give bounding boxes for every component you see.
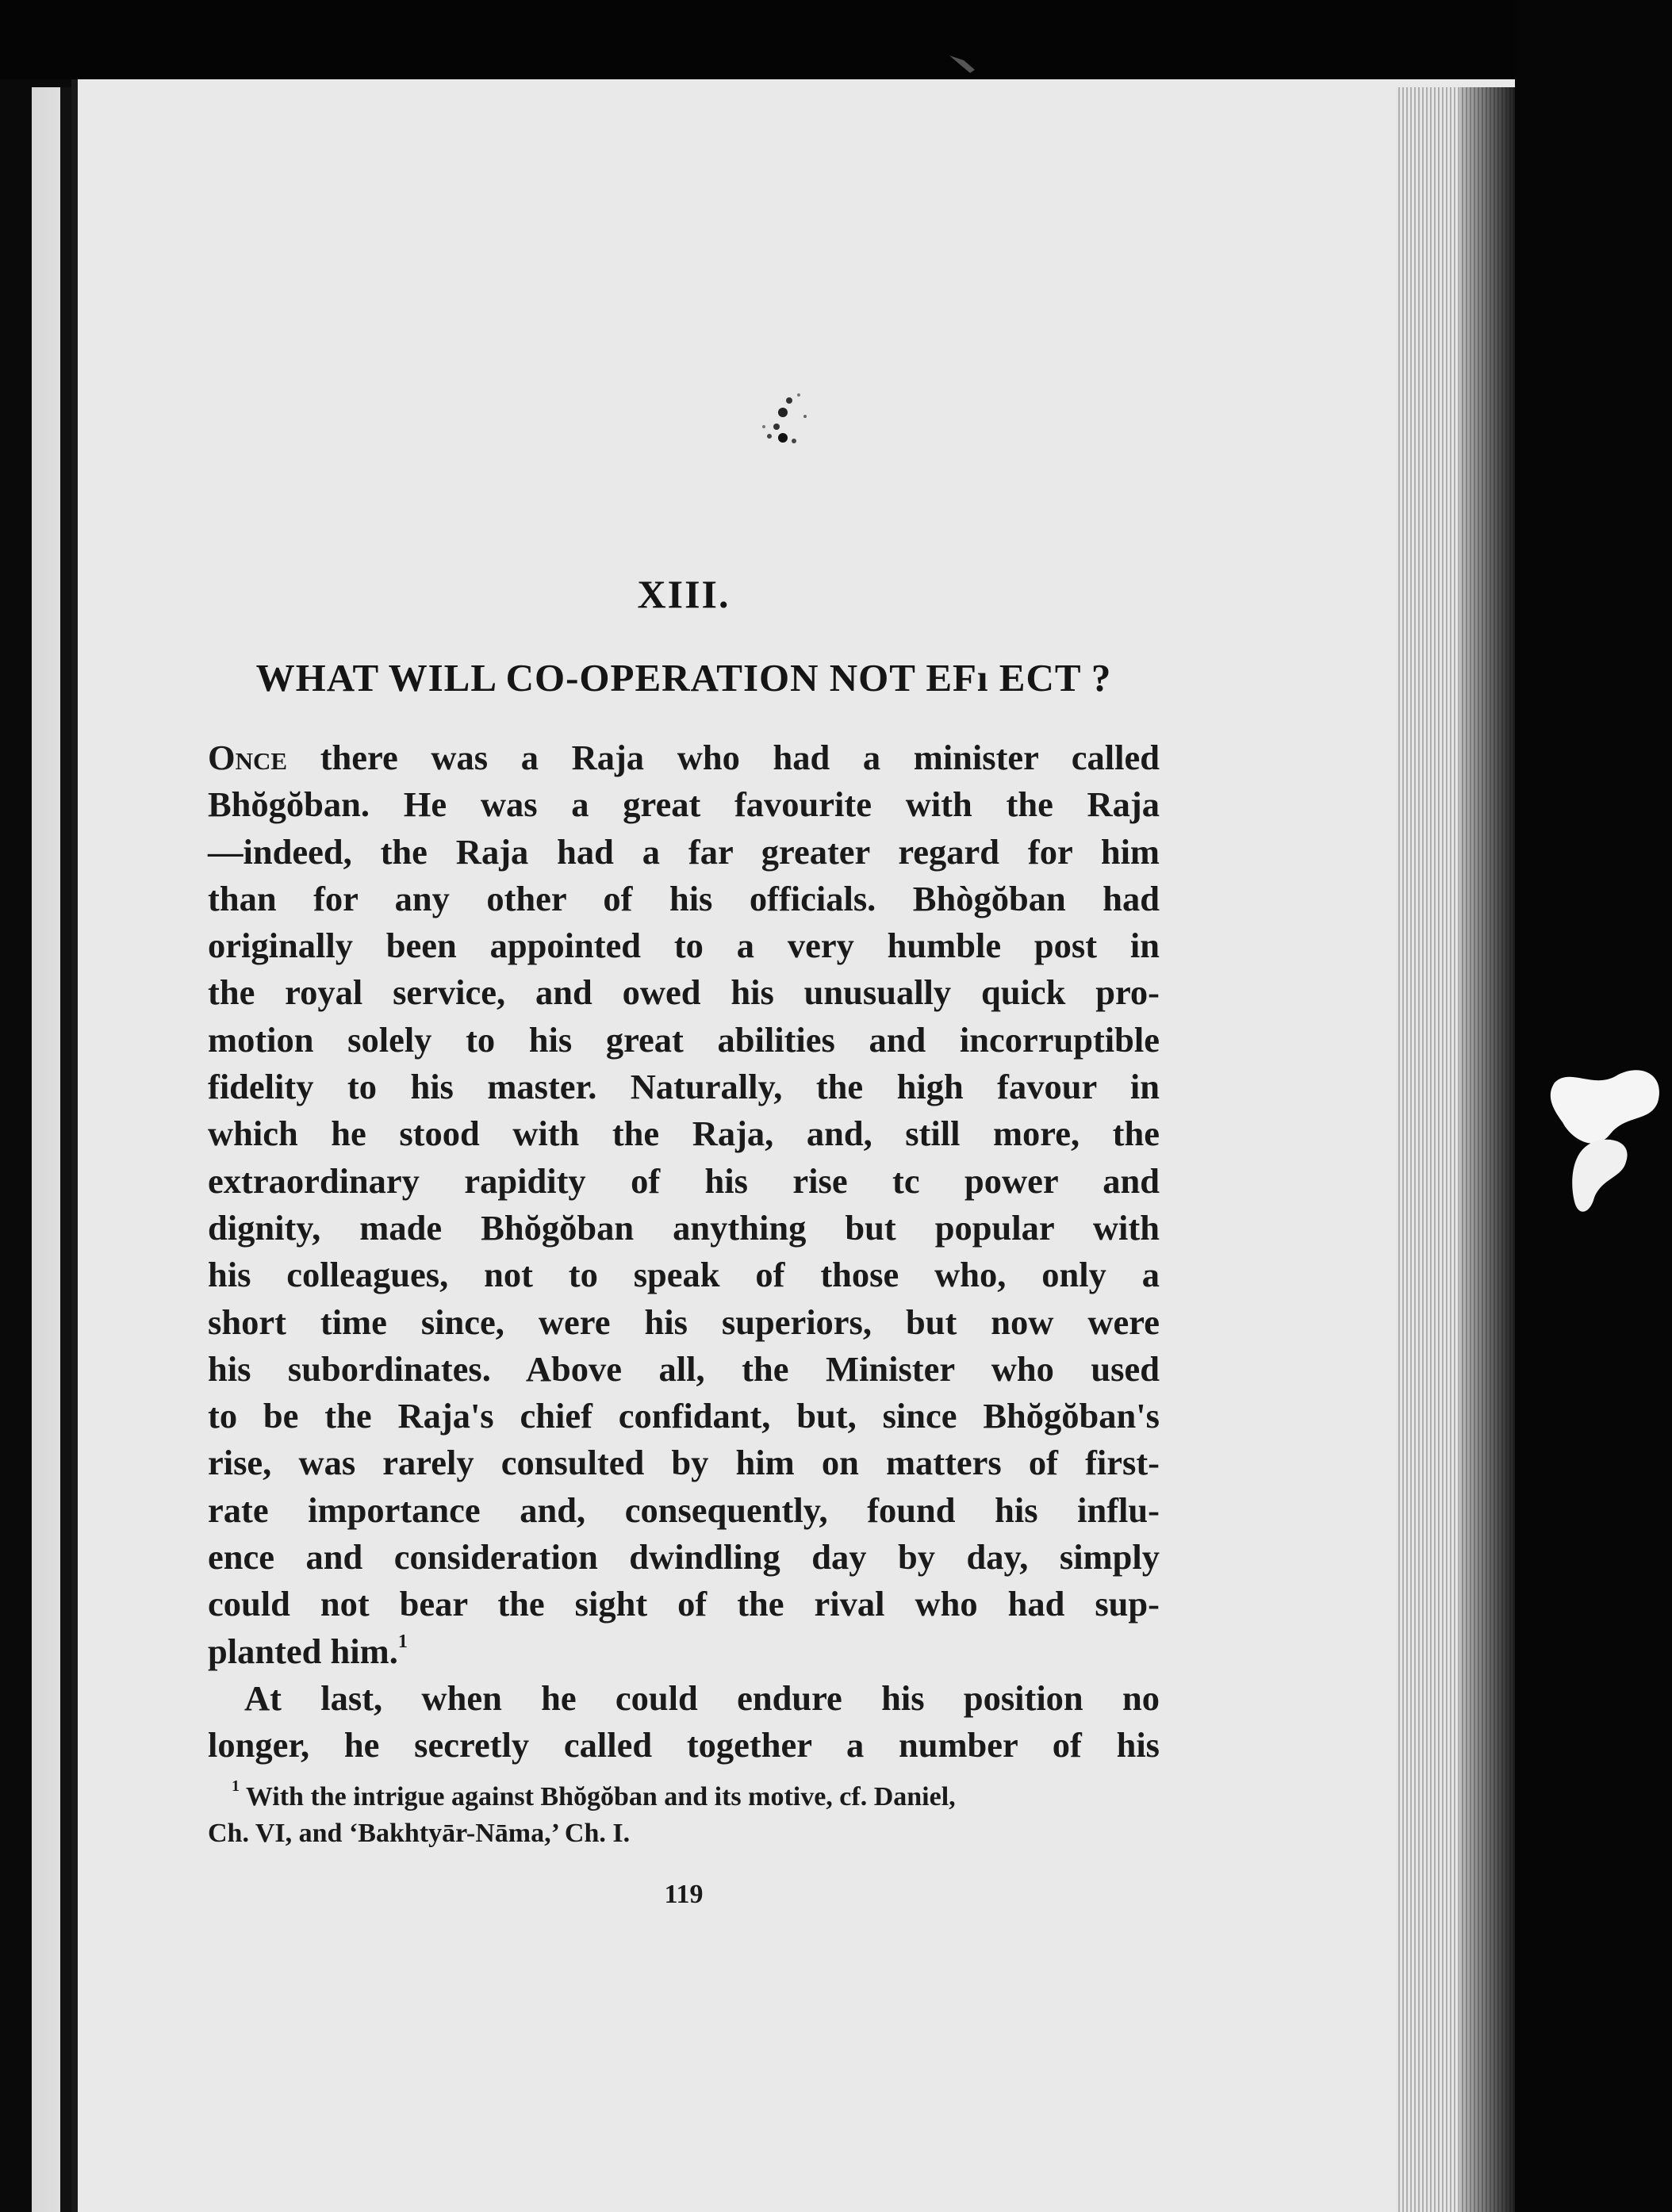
chapter-title: WHAT WILL CO-OPERATION NOT EFı ECT ? xyxy=(255,656,1112,700)
text-line: —indeed, the Raja had a far greater regard for him xyxy=(208,831,1160,872)
chapter-number: XIII. xyxy=(637,572,731,616)
text-line: planted him.$^1$ xyxy=(208,1631,408,1671)
text-line: longer, he secretly called together a number of his xyxy=(208,1725,1160,1765)
page-edge-shadow xyxy=(1459,87,1515,2212)
paper-tear-icon xyxy=(1547,1059,1672,1233)
text-line: his colleagues, not to speak of those who, only a xyxy=(208,1255,1160,1295)
lead-word: Once xyxy=(208,738,288,777)
text-line: rate importance and, consequently, found his influ- xyxy=(208,1489,1160,1530)
text-line: motion solely to his great abilities and incorruptible xyxy=(208,1019,1160,1060)
text-line: could not bear the sight of the rival who had sup- xyxy=(208,1584,1160,1624)
text-line: originally been appointed to a very humble post in xyxy=(208,926,1160,966)
text-line: than for any other of his officials. Bhògŏban had xyxy=(208,878,1160,918)
text-line: At last, when he could endure his position no xyxy=(244,1677,1160,1718)
footnote-marker: 1 xyxy=(232,1777,240,1795)
text-line: the royal service, and owed his unusually quick pro- xyxy=(208,972,1160,1013)
text-line: dignity, made Bhŏgŏban anything but popular with xyxy=(208,1207,1160,1248)
text-line: which he stood with the Raja, and, still more, the xyxy=(208,1114,1160,1154)
footnote-ref[interactable]: 1 xyxy=(397,1631,408,1652)
footnote-line: $^1$ With the intrigue against Bhŏgŏban and its motive, cf. Daniel, xyxy=(232,1777,956,1811)
text-line: fidelity to his master. Naturally, the high favour in xyxy=(208,1067,1160,1107)
text-line: his subordinates. Above all, the Minister who used xyxy=(208,1348,1160,1389)
facing-page-edge xyxy=(0,87,71,2212)
body-text xyxy=(208,734,1160,1769)
text-line: ence and consideration dwindling day by day, simply xyxy=(208,1537,1160,1578)
scan-speck-icon xyxy=(948,52,980,76)
text-line: rise, was rarely consulted by him on matters of first- xyxy=(208,1443,1160,1483)
text-line: Once there was a Raja who had a minister called xyxy=(208,738,1160,777)
text-line: short time since, were his superiors, but now were xyxy=(208,1302,1160,1342)
text-line: Bhŏgŏban. He was a great favourite with the Raja xyxy=(208,784,1160,825)
text-line: to be the Raja's chief confidant, but, since Bhŏgŏban's xyxy=(208,1396,1160,1436)
ornament-icon xyxy=(742,381,829,468)
scan-top-border xyxy=(0,0,1672,79)
footnote-line: Ch. VI, and ‘Bakhtyār-Nāma,’ Ch. I. xyxy=(208,1819,631,1848)
text-line: extraordinary rapidity of his rise tc power and xyxy=(208,1160,1160,1201)
footnote xyxy=(208,1779,1160,1852)
page-number: 119 xyxy=(664,1880,704,1909)
